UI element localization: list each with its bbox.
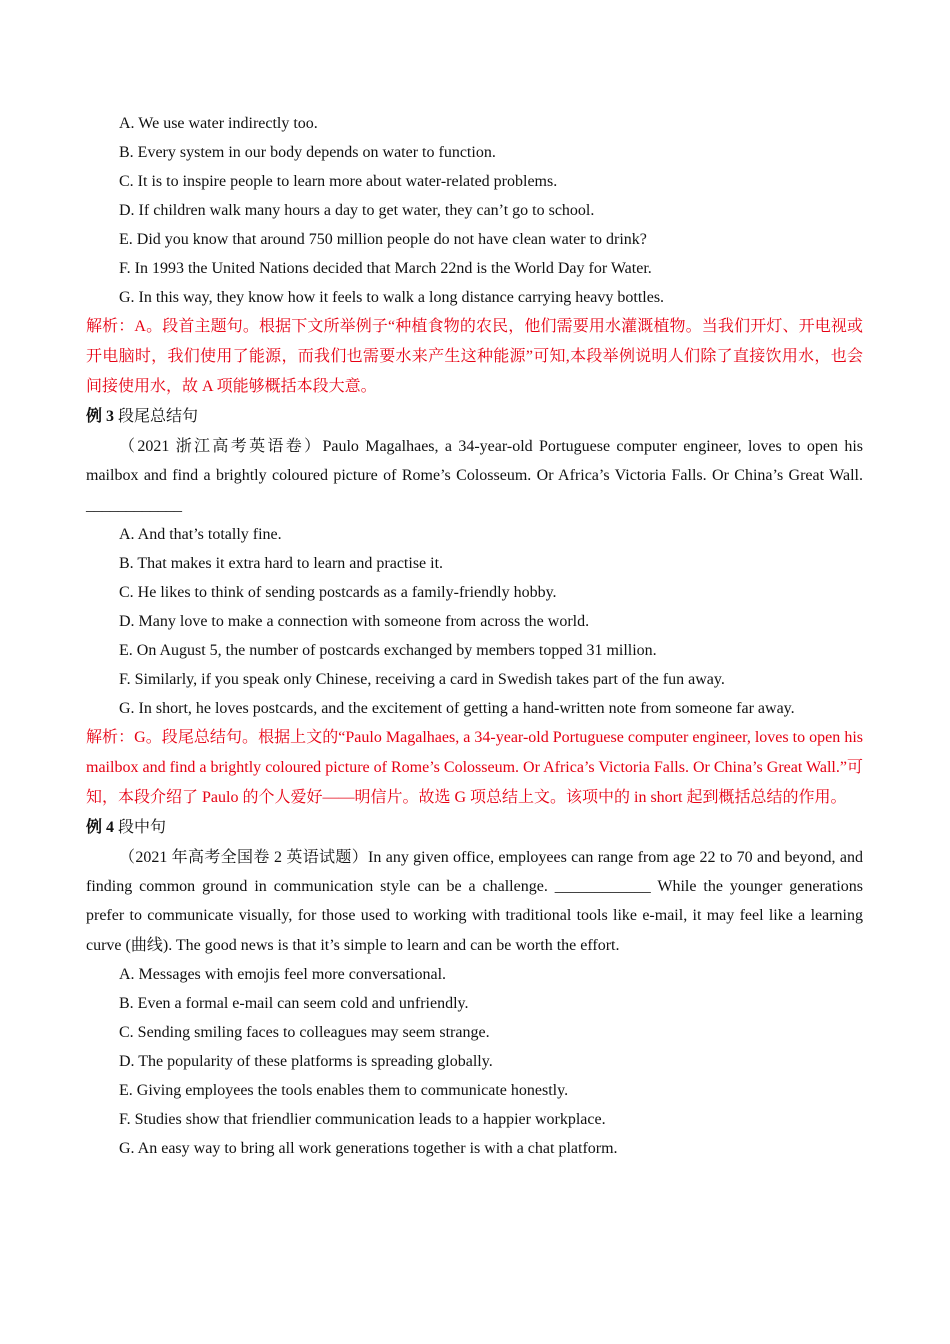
option-f: F. Studies show that friendlier communication leads to a happier workplace.: [119, 1111, 606, 1129]
example-2-analysis: 解析：A。段首主题句。根据下文所举例子“种植食物的农民，他们需要用水灌溉植物。当我们开灯、开电视或开电脑时，我们使用了能源，而我们也需要水来产生这种能源”可知,本段举例说明人们除了直接饮用水，也会间接使用水，故 A 项能够概括本段大意。: [86, 318, 863, 395]
example-3-passage: （2021 浙江高考英语卷）Paulo Magalhaes, a 34-year-old Portuguese computer engineer, loves to open his mailbox and find a brightly coloured picture of Rome’s Colosseum. Or Africa’s Victoria Falls. Or China’s Great Wall. ____________: [86, 438, 863, 514]
option-a: A. Messages with emojis feel more conversational.: [119, 966, 447, 984]
example-4-options: [86, 960, 863, 1163]
option-b: B. That makes it extra hard to learn and practise it.: [119, 554, 444, 572]
example-4-title: 段中句: [114, 818, 167, 836]
option-g: G. In this way, they know how it feels to walk a long distance carrying heavy bottles.: [119, 289, 665, 306]
option-d: D. Many love to make a connection with someone from across the world.: [119, 612, 590, 630]
option-g: G. In short, he loves postcards, and the excitement of getting a hand-written note from someone far away.: [119, 699, 795, 717]
option-a: A. And that’s totally fine.: [119, 525, 282, 543]
example-3-options: [86, 520, 863, 723]
example-4-passage: （2021 年高考全国卷 2 英语试题）In any given office, employees can range from age 22 to 70 and beyond, and finding common ground in communication style can be a challenge. ____________ While the younger generations prefer to communicate visually, for those used to working with traditional tools like e-mail, it may feel like a learning curve (曲线). The good news is that it’s simple to learn and can be worth the effort.: [86, 848, 863, 954]
option-c: C. Sending smiling faces to colleagues may seem strange.: [119, 1024, 490, 1042]
example-4-number: 例 4: [86, 818, 115, 836]
example-3-analysis: 解析：G。段尾总结句。根据上文的“Paulo Magalhaes, a 34-year-old Portuguese computer engineer, loves to open his mailbox and find a brightly coloured picture of Rome’s Colosseum. Or Africa’s Victoria Falls. Or China’s Great Wall.”可知，本段介绍了 Paulo 的个人爱好——明信片。故选 G 项总结上文。该项中的 in short 起到概括总结的作用。: [86, 728, 863, 806]
option-e: E. Giving employees the tools enables them to communicate honestly.: [119, 1082, 569, 1100]
example-4-heading: [86, 813, 863, 843]
example-3-number: 例 3: [86, 408, 115, 425]
option-c: C. He likes to think of sending postcards as a family-friendly hobby.: [119, 583, 557, 601]
document-content: [86, 109, 863, 1163]
option-f: F. In 1993 the United Nations decided that March 22nd is the World Day for Water.: [119, 260, 652, 277]
option-b: B. Even a formal e-mail can seem cold and unfriendly.: [119, 995, 469, 1013]
example-3-title: 段尾总结句: [114, 408, 199, 425]
example-2-options: [86, 109, 863, 312]
option-e: E. On August 5, the number of postcards exchanged by members topped 31 million.: [119, 641, 657, 659]
option-g: G. An easy way to bring all work generations together is with a chat platform.: [119, 1140, 618, 1158]
option-d: D. If children walk many hours a day to get water, they can’t go to school.: [119, 202, 595, 219]
option-c: C. It is to inspire people to learn more about water-related problems.: [119, 173, 558, 190]
option-a: A. We use water indirectly too.: [119, 115, 318, 132]
option-d: D. The popularity of these platforms is spreading globally.: [119, 1053, 493, 1071]
option-b: B. Every system in our body depends on water to function.: [119, 144, 496, 161]
option-f: F. Similarly, if you speak only Chinese, receiving a card in Swedish takes part of the fun away.: [119, 670, 725, 688]
option-e: E. Did you know that around 750 million people do not have clean water to drink?: [119, 231, 647, 248]
example-3-heading: [86, 402, 863, 432]
